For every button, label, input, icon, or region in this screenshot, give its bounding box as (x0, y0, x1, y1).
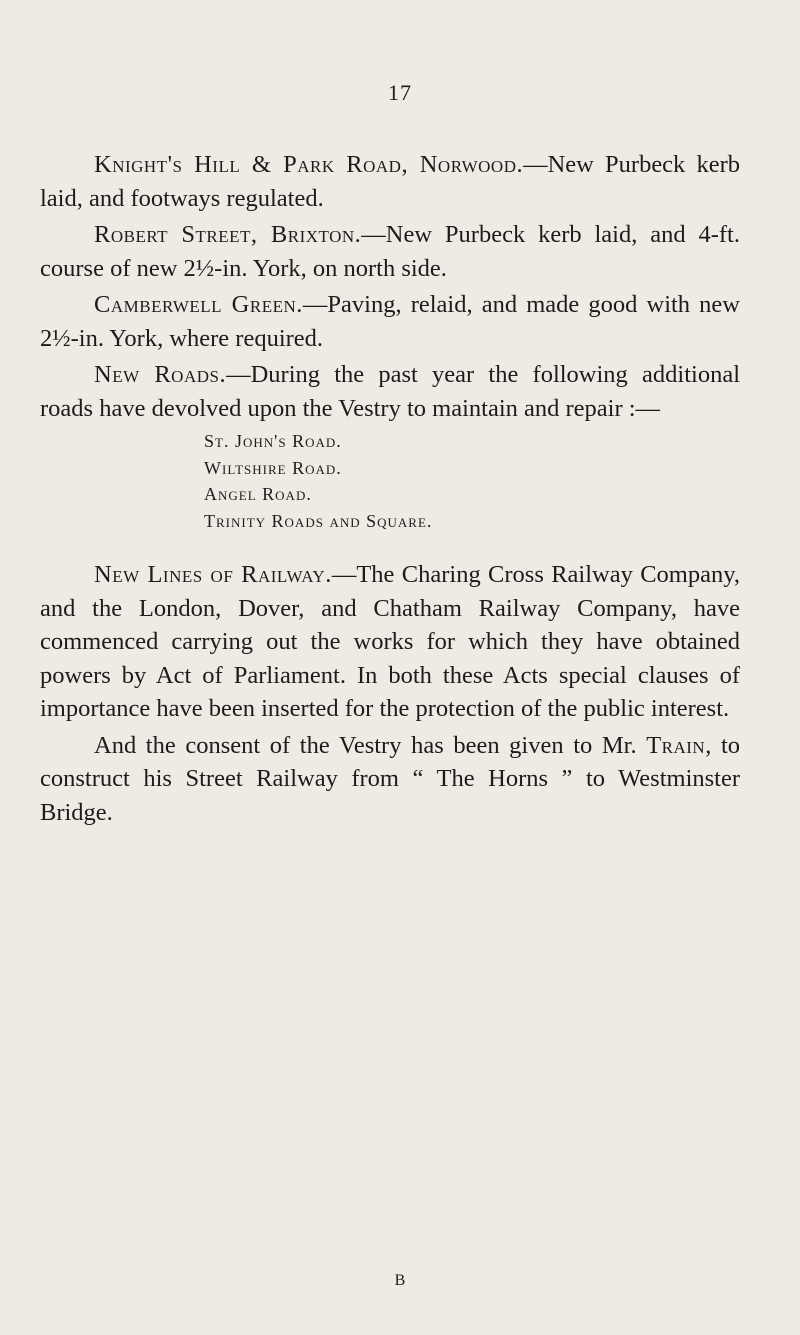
paragraph-heading: New Lines of Railway. (94, 561, 332, 588)
page-body (40, 148, 740, 829)
paragraph-heading: Camberwell Green. (94, 291, 303, 318)
paragraph-text: —New Purbeck kerb laid, and footways regulated. (40, 151, 741, 212)
list-item: St. John's Road. (204, 431, 342, 451)
paragraph-heading: Robert Street, Brixton. (94, 221, 362, 248)
paragraph-text: —During the past year the following additional roads have devolved upon the Vestry to maintain and repair :— (40, 361, 740, 422)
signature-mark: B (394, 1272, 406, 1289)
person-name: Train (646, 731, 706, 759)
paragraph-railway (40, 558, 740, 726)
paragraph-text: , to construct his Street Railway from “ The Horns ” to Westminster Bridge. (40, 731, 741, 826)
paragraph-camberwell-green (40, 288, 740, 355)
paragraph-heading: New Roads. (94, 361, 227, 388)
list-item: Angel Road. (204, 484, 312, 504)
paragraph-consent (40, 729, 740, 830)
list-item: Wiltshire Road. (204, 457, 342, 478)
paragraph-text: —New Purbeck kerb laid, and 4-ft. course of new 2½-in. York, on north side. (40, 221, 740, 282)
paragraph-knights-hill (40, 148, 740, 215)
paragraph-text: —Paving, relaid, and made good with new 2½-in. York, where required. (40, 291, 740, 352)
paragraph-text: And the consent of the Vestry has been given to Mr. (94, 731, 647, 759)
paragraph-heading: Knight's Hill & Park Road, Norwood. (94, 151, 524, 178)
list-item: Trinity Roads and Square. (204, 510, 433, 531)
page-number: 17 (388, 80, 412, 105)
paragraph-new-roads (40, 358, 740, 425)
paragraph-text: —The Charing Cross Railway Company, and the London, Dover, and Chatham Railway Company, have commenced carrying out the works for which they have obtained powers by Act of Parliament. In both these Acts special clauses of importance have been inserted for the protection of the public interest. (40, 561, 741, 722)
new-roads-list (40, 428, 740, 534)
paragraph-robert-street (40, 218, 740, 285)
